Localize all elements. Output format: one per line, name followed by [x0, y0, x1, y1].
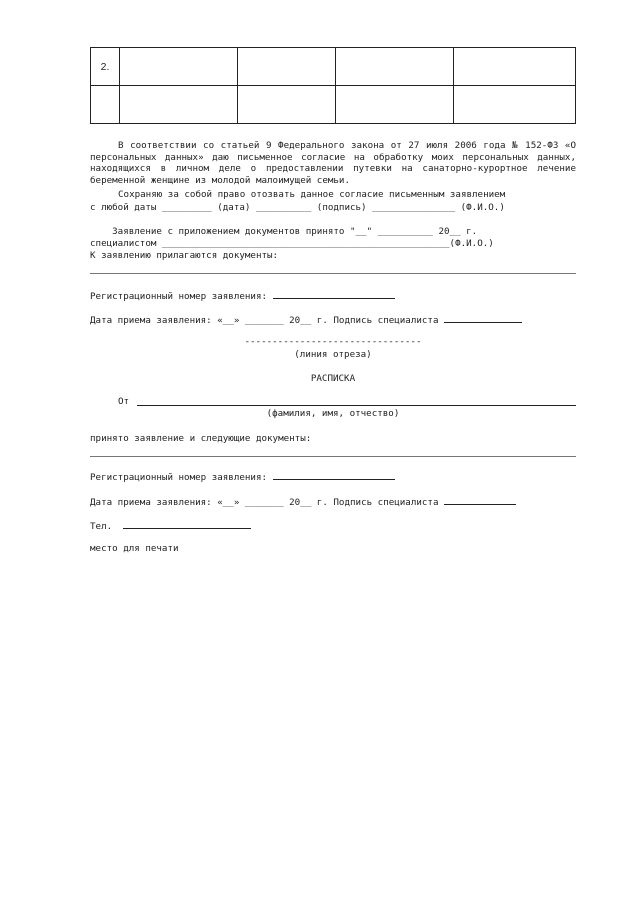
acceptance-line: Заявление с приложением документов принято "__" __________ 20__ г.: [90, 226, 478, 237]
table-cell: 2.: [91, 48, 120, 86]
phone-label: Тел.: [90, 521, 113, 532]
receipt-from-label: От: [118, 396, 130, 407]
receipt-registration-row: [90, 469, 395, 484]
receipt-specialist-signature-field[interactable]: [444, 494, 516, 505]
phone-field[interactable]: [123, 518, 251, 529]
table-cell: [120, 86, 238, 124]
revoke-signature-line: с любой даты _________ (дата) __________ (подпись) _______________ (Ф.И.О.): [90, 202, 505, 213]
receipt-from-field[interactable]: [137, 395, 576, 406]
table-cell: [336, 48, 454, 86]
receipt-date-row-2: [90, 494, 516, 509]
receipt-title: РАСПИСКА: [310, 373, 356, 384]
receipt-date-label-2: Дата приема заявления: «__» _______ 20__ г. Подпись специалиста: [90, 497, 439, 508]
table-cell: [91, 86, 120, 124]
table-cell: [120, 48, 238, 86]
registration-number-row: [90, 288, 395, 303]
revoke-paragraph: Сохраняю за собой право отозвать данное согласие письменным заявлением: [118, 189, 506, 200]
applicant-table: [90, 47, 576, 124]
table-cell: [238, 48, 336, 86]
stamp-placeholder: место для печати: [90, 543, 179, 554]
registration-number-label: Регистрационный номер заявления:: [90, 291, 268, 302]
receipt-registration-label: Регистрационный номер заявления:: [90, 472, 268, 483]
receipt-registration-field[interactable]: [273, 469, 395, 480]
receipt-date-label: Дата приема заявления: «__» _______ 20__ г. Подпись специалиста: [90, 315, 439, 326]
receipt-from-hint: (фамилия, имя, отчество): [266, 408, 400, 419]
documents-rule: [90, 273, 576, 274]
specialist-signature-field[interactable]: [444, 312, 522, 323]
cut-line: --------------------------------: [244, 336, 422, 347]
consent-paragraph: В соответствии со статьей 9 Федерального закона от 27 июля 2006 года № 152-ФЗ «О персональных данных» даю письменное согласие на обработку моих персональных данных, находящихся в личном деле о предоставлении путевки на санаторно-курортное лечение беременной женщине из молодой малоимущей семьи.: [90, 140, 576, 186]
table-cell: [238, 86, 336, 124]
registration-number-field[interactable]: [273, 288, 395, 299]
table-cell: [454, 86, 576, 124]
receipt-date-row: [90, 312, 522, 327]
table-cell: [454, 48, 576, 86]
specialist-line: специалистом ____________________________________________________(Ф.И.О.): [90, 238, 494, 249]
table-cell: [336, 86, 454, 124]
table-row: [91, 86, 576, 124]
cut-line-label: (линия отреза): [294, 349, 372, 360]
receipt-documents-rule: [90, 456, 576, 457]
phone-row: [90, 518, 251, 533]
receipt-accepted-label: принято заявление и следующие документы:: [90, 433, 312, 444]
table-row: [91, 48, 576, 86]
attached-docs-label: К заявлению прилагаются документы:: [90, 250, 279, 261]
